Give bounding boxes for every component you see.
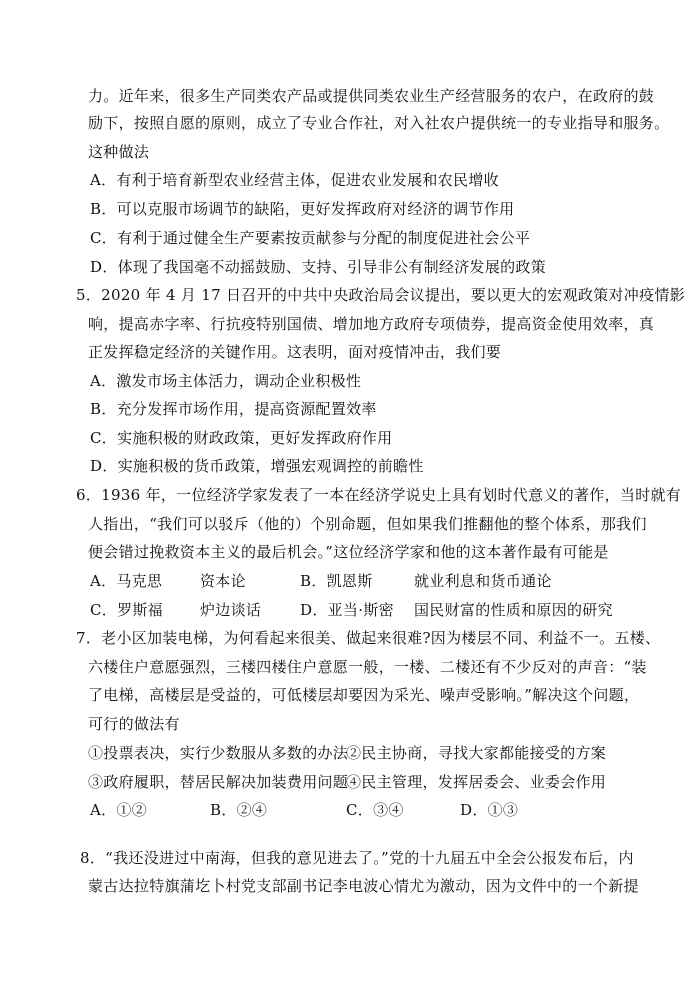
q6-stem-line-3: 便会错过挽救资本主义的最后机会。”这位经济学家和他的这本著作最有可能是	[88, 543, 609, 561]
q4-option-c: C．有利于通过健全生产要素按贡献参与分配的制度促进社会公平	[90, 229, 531, 247]
q4-option-b: B．可以克服市场调节的缺陷，更好发挥政府对经济的调节作用	[90, 200, 515, 218]
q7-stem-line-4: 可行的做法有	[88, 715, 180, 733]
q7-option-c: C．③④	[346, 801, 404, 819]
q6-option-c-label: C．罗斯福	[90, 601, 163, 619]
q4-stem-line-2: 励下，按照自愿的原则，成立了专业合作社，对入社农户提供统一的专业指导和服务。	[88, 114, 670, 132]
q7-statement-2: ②民主协商，寻找大家都能接受的方案	[346, 744, 607, 762]
q5-option-a: A．激发市场主体活力，调动企业积极性	[90, 372, 362, 390]
q4-stem-line-1: 力。近年来，很多生产同类农产品或提供同类农业生产经营服务的农户，在政府的鼓	[88, 87, 655, 105]
q5-option-c: C．实施积极的财政政策，更好发挥政府作用	[90, 429, 393, 447]
q6-option-a-work: 资本论	[200, 572, 246, 590]
q6-option-a-label: A．马克思	[90, 572, 163, 590]
q4-stem-line-3: 这种做法	[88, 143, 150, 161]
q7-option-b: B．②④	[210, 801, 268, 819]
q5-option-b: B．充分发挥市场作用，提高资源配置效率	[90, 400, 377, 418]
q4-option-d: D．体现了我国毫不动摇鼓励、支持、引导非公有制经济发展的政策	[90, 258, 547, 276]
q7-statement-3: ③政府履职，替居民解决加装费用问题	[88, 773, 349, 791]
q7-statement-1: ①投票表决，实行少数服从多数的办法	[88, 744, 349, 762]
q5-stem-line-3: 正发挥稳定经济的关键作用。这表明，面对疫情冲击，我们要	[88, 343, 502, 361]
q7-option-a: A．①②	[90, 801, 148, 819]
q6-option-d-label: D．亚当·斯密	[300, 601, 394, 619]
q7-stem-line-3: 了电梯，高楼层是受益的，可低楼层却要因为采光、噪声受影响。”解决这个问题，	[88, 686, 640, 704]
q8-stem-line-2: 蒙古达拉特旗蒲圪卜村党支部副书记李电波心情尤为激动，因为文件中的一个新提	[88, 877, 639, 895]
q6-option-b-label: B．凯恩斯	[300, 572, 373, 590]
q6-option-b-work: 就业利息和货币通论	[414, 572, 552, 590]
q5-option-d: D．实施积极的货币政策，增强宏观调控的前瞻性	[90, 457, 424, 475]
q4-option-a: A．有利于培育新型农业经营主体，促进农业发展和农民增收	[90, 171, 499, 189]
q7-stem-line-2: 六楼住户意愿强烈，三楼四楼住户意愿一般，一楼、二楼还有不少反对的声音：“装	[88, 658, 647, 676]
q6-option-d-work: 国民财富的性质和原因的研究	[414, 601, 613, 619]
q5-stem-line-2: 响，提高赤字率、行抗疫特别国债、增加地方政府专项债券，提高资金使用效率，真	[88, 315, 655, 333]
q8-stem-line-1: 8．“我还没进过中南海，但我的意见进去了。”党的十九届五中全会公报发布后，内	[80, 849, 634, 867]
q6-stem-line-1: 6．1936 年，一位经济学家发表了一本在经济学说史上具有划时代意义的著作，当时就有	[76, 486, 682, 504]
q5-stem-line-1: 5．2020 年 4 月 17 日召开的中共中央政治局会议提出，要以更大的宏观政策对冲疫情影	[76, 286, 685, 304]
q7-stem-line-1: 7．老小区加装电梯，为何看起来很美、做起来很难?因为楼层不同、利益不一。五楼、	[76, 629, 661, 647]
q6-option-c-work: 炉边谈话	[200, 601, 262, 619]
q7-option-d: D．①③	[460, 801, 519, 819]
q6-stem-line-2: 人指出，“我们可以驳斥（他的）个别命题，但如果我们推翻他的整个体系，那我们	[88, 515, 647, 533]
q7-statement-4: ④民主管理，发挥居委会、业委会作用	[346, 773, 607, 791]
